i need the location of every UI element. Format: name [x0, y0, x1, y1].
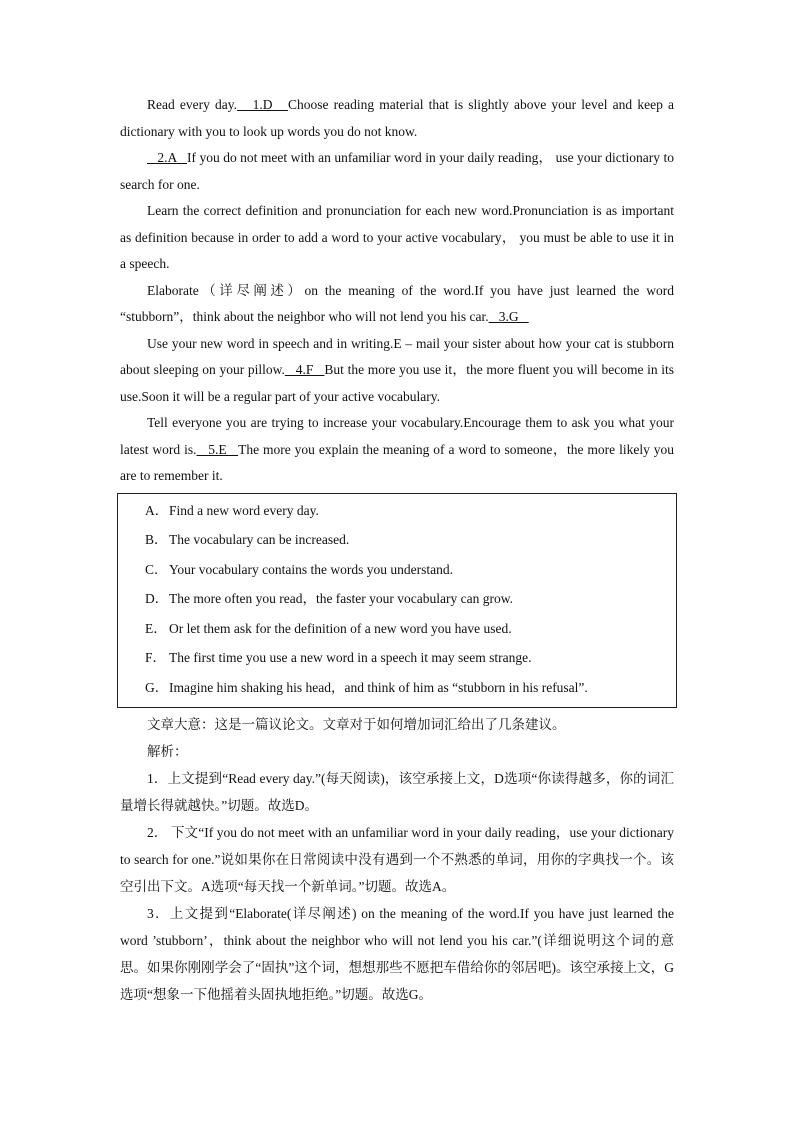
option-letter: A．: [145, 502, 169, 518]
passage-text: Choose reading material that is slightly above your level and keep a dictionary with you to look up words you do not know.: [120, 97, 674, 139]
option-letter: E．: [145, 620, 167, 636]
passage-text: Learn the correct definition and pronunciation for each new word.Pronunciation is as important as definition because in order to add a word to your active vocabulary， you must be able to use it in a speech.: [120, 203, 674, 271]
option-letter: D．: [145, 591, 169, 607]
passage-paragraph: [120, 410, 674, 490]
option-letter: G．: [145, 680, 169, 696]
article-summary: 文章大意：这是一篇议论文。文章对于如何增加词汇给出了几条建议。: [147, 716, 566, 732]
answer-blank: 2.A: [147, 150, 187, 165]
options-box: [117, 493, 677, 708]
passage-text: Read every day.: [147, 97, 238, 112]
answer-blank: 1.D: [237, 97, 288, 112]
passage-text: The more you explain the meaning of a word to someone，the more likely you are to remember it.: [120, 441, 674, 483]
option-item: [118, 555, 676, 585]
passage-paragraph: [120, 331, 674, 411]
answer-blank: 3.G: [488, 309, 529, 324]
answer-blank: 5.E: [196, 441, 239, 457]
analysis-items: [120, 765, 674, 1008]
option-item: [118, 496, 676, 526]
passage-text: Tell everyone you are trying to increase your vocabulary.Encourage them to ask you what your latest word is.: [120, 415, 674, 457]
option-text: The more often you read，the faster your vocabulary can grow.: [169, 591, 513, 607]
option-item: [118, 584, 676, 614]
option-text: Imagine him shaking his head，and think of him as “stubborn in his refusal”.: [169, 680, 588, 696]
option-text: Your vocabulary contains the words you understand.: [169, 561, 453, 577]
analysis-item: 3．上文提到“Elaborate(详尽阐述) on the meaning of the word.If you have just learned the word ’stubborn’，think about the neighbor who will not lend you his car.”(详细说明这个词的意思。如果你刚刚学会了“固执”这个词，想想那些不愿把车借给你的邻居吧)。该空承接上文，G选项“想象一下他摇着头固执地拒绝。”切题。故选G。: [120, 905, 674, 1002]
option-text: The vocabulary can be increased.: [169, 532, 350, 548]
option-letter: C．: [145, 561, 168, 577]
analysis-item: 1．上文提到“Read every day.”(每天阅读)，该空承接上文，D选项“你读得越多，你的词汇量增长得就越快。”切题。故选D。: [120, 770, 674, 813]
passage-text: Elaborate（详尽阐述）on the meaning of the word.If you have just learned the word “stubborn”，think about the neighbor who will not lend you his car.: [120, 282, 674, 324]
analysis-heading: 解析：: [147, 743, 188, 759]
document-page: [120, 92, 674, 1008]
passage-paragraph: [120, 145, 674, 198]
option-letter: B．: [145, 532, 168, 548]
passage-paragraph: [120, 92, 674, 145]
passage-paragraph: [120, 198, 674, 278]
passage-text: Use your new word in speech and in writing.E – mail your sister about how your cat is stubborn about sleeping on your pillow.: [120, 335, 674, 377]
option-item: [118, 525, 676, 555]
option-text: Or let them ask for the definition of a new word you have used.: [169, 620, 512, 636]
option-item: [118, 614, 676, 644]
option-item: [118, 673, 676, 703]
analysis-item: 2． 下文“If you do not meet with an unfamiliar word in your daily reading，use your dictionary to search for one.”说如果你在日常阅读中没有遇到一个不熟悉的单词，用你的字典找一个。该空引出下文。A选项“每天找一个新单词。”切题。故选A。: [120, 824, 674, 894]
option-letter: F．: [145, 650, 167, 666]
option-text: Find a new word every day.: [169, 502, 319, 518]
option-text: The first time you use a new word in a speech it may seem strange.: [169, 650, 532, 666]
option-item: [118, 643, 676, 673]
answer-blank: 4.F: [284, 362, 325, 377]
passage-text: If you do not meet with an unfamiliar word in your daily reading， use your dictionary to search for one.: [120, 150, 674, 192]
passage-text: But the more you use it，the more fluent you will become in its use.Soon it will be a regular part of your active vocabulary.: [120, 362, 674, 404]
reading-passage: [120, 92, 674, 490]
passage-paragraph: [120, 278, 674, 331]
analysis-section: [120, 711, 674, 1008]
